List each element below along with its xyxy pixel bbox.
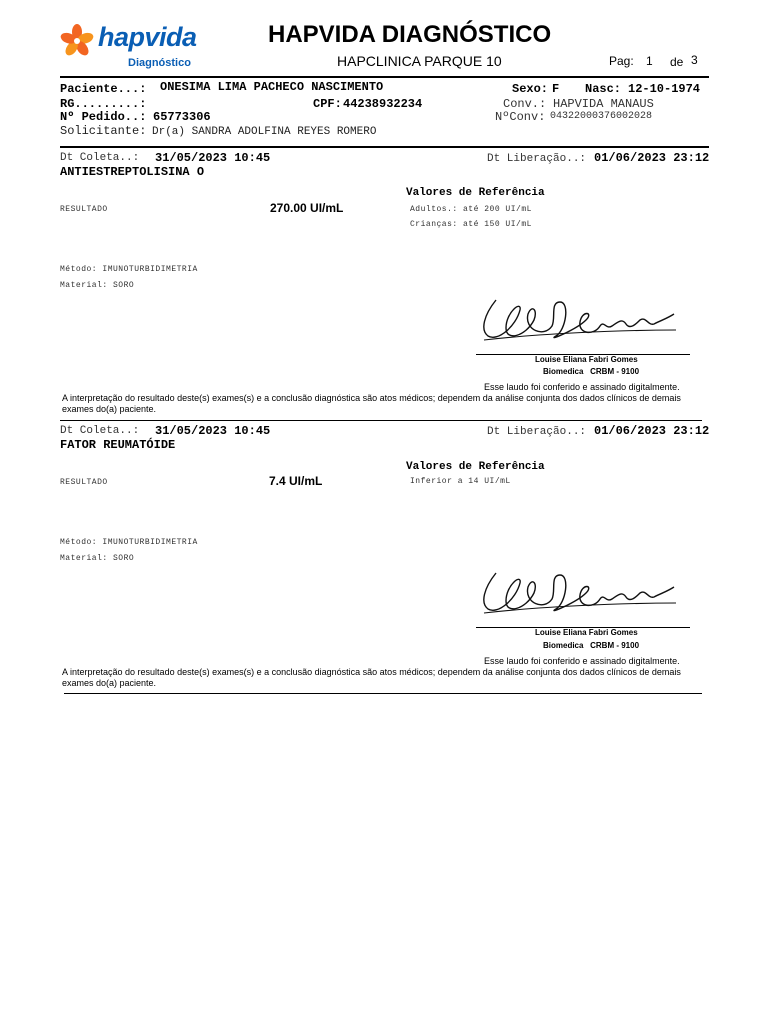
signed-note: Esse laudo foi conferido e assinado digitalmente. bbox=[484, 656, 680, 666]
signature-image bbox=[476, 563, 686, 623]
rg-label: RG.........: bbox=[60, 97, 147, 111]
patient-name: ONESIMA LIMA PACHECO NASCIMENTO bbox=[160, 80, 384, 94]
requester-label: Solicitante: bbox=[60, 124, 147, 138]
page-title: HAPVIDA DIAGNÓSTICO bbox=[268, 21, 552, 48]
page-total: 3 bbox=[691, 53, 698, 67]
logo bbox=[60, 20, 220, 72]
disclaimer-line-1: A interpretação do resultado deste(s) exames(s) e a conclusão diagnóstica são atos médicos; dependem da análise conjunta dos dados clínicos de demais bbox=[62, 393, 681, 403]
exam-divider bbox=[60, 420, 702, 421]
order-value: 65773306 bbox=[153, 110, 211, 124]
signer-name: Louise Eliana Fabri Gomes bbox=[535, 628, 638, 637]
order-label: Nº Pedido..: bbox=[60, 110, 147, 124]
reference-line-1: Inferior a 14 UI/mL bbox=[410, 477, 511, 486]
patient-name-label: Paciente...: bbox=[60, 82, 147, 96]
signer-role: Biomedica CRBM - 9100 bbox=[543, 367, 640, 376]
exam-name: FATOR REUMATÓIDE bbox=[60, 438, 176, 452]
release-label: Dt Liberação..: bbox=[487, 153, 587, 165]
method-text: Método: IMUNOTURBIDIMETRIA bbox=[60, 265, 198, 274]
signed-note: Esse laudo foi conferido e assinado digitalmente. bbox=[484, 382, 680, 392]
collect-label: Dt Coleta..: bbox=[60, 152, 140, 164]
result-label: RESULTADO bbox=[60, 478, 108, 487]
method-text: Método: IMUNOTURBIDIMETRIA bbox=[60, 538, 198, 547]
cpf-label: CPF: bbox=[313, 97, 342, 111]
material-text: Material: SORO bbox=[60, 554, 135, 563]
logo-brand: hapvida bbox=[98, 22, 197, 52]
sex-value: F bbox=[552, 82, 560, 96]
cpf-value: 44238932234 bbox=[343, 97, 423, 111]
disclaimer-line-2: exames do(a) paciente. bbox=[62, 678, 157, 688]
signer-name: Louise Eliana Fabri Gomes bbox=[535, 355, 638, 364]
flower-icon bbox=[60, 24, 94, 58]
page-number: 1 bbox=[646, 54, 653, 68]
exam-name: ANTIESTREPTOLISINA O bbox=[60, 165, 205, 179]
page-label: Pag: bbox=[609, 54, 634, 68]
reference-title: Valores de Referência bbox=[406, 187, 545, 199]
sex-label: Sexo: bbox=[512, 82, 549, 96]
conv-value: HAPVIDA MANAUS bbox=[553, 97, 654, 111]
patient-divider bbox=[60, 146, 709, 148]
collect-date: 31/05/2023 10:45 bbox=[155, 424, 271, 438]
result-label: RESULTADO bbox=[60, 205, 108, 214]
collect-label: Dt Coleta..: bbox=[60, 425, 140, 437]
reference-title: Valores de Referência bbox=[406, 461, 545, 473]
release-date: 01/06/2023 23:12 bbox=[594, 424, 710, 438]
collect-date: 31/05/2023 10:45 bbox=[155, 151, 271, 165]
birth-label: Nasc: bbox=[585, 82, 622, 96]
logo-subtitle: Diagnóstico bbox=[128, 57, 191, 69]
page-of-label: de bbox=[670, 55, 684, 69]
birth-value: 12-10-1974 bbox=[628, 82, 701, 96]
header-divider bbox=[60, 76, 709, 78]
signer-role: Biomedica CRBM - 9100 bbox=[543, 641, 640, 650]
release-date: 01/06/2023 23:12 bbox=[594, 151, 710, 165]
release-label: Dt Liberação..: bbox=[487, 426, 587, 438]
result-value: 270.00 UI/mL bbox=[270, 201, 344, 215]
disclaimer-line-1: A interpretação do resultado deste(s) exames(s) e a conclusão diagnóstica são atos médicos; dependem da análise conjunta dos dados clínicos de demais bbox=[62, 667, 681, 677]
nconv-value: 04322000376002028 bbox=[550, 111, 653, 122]
result-value: 7.4 UI/mL bbox=[269, 474, 323, 488]
footer-divider bbox=[64, 693, 702, 694]
nconv-label: NºConv: bbox=[495, 110, 546, 124]
material-text: Material: SORO bbox=[60, 281, 135, 290]
requester-value: Dr(a) SANDRA ADOLFINA REYES ROMERO bbox=[152, 126, 377, 138]
reference-line-1: Adultos.: até 200 UI/mL bbox=[410, 205, 532, 214]
reference-line-2: Crianças: até 150 UI/mL bbox=[410, 220, 532, 229]
signature-image bbox=[476, 290, 686, 350]
conv-label: Conv.: bbox=[503, 97, 547, 111]
disclaimer-line-2: exames do(a) paciente. bbox=[62, 404, 157, 414]
clinic-unit: HAPCLINICA PARQUE 10 bbox=[337, 53, 502, 69]
